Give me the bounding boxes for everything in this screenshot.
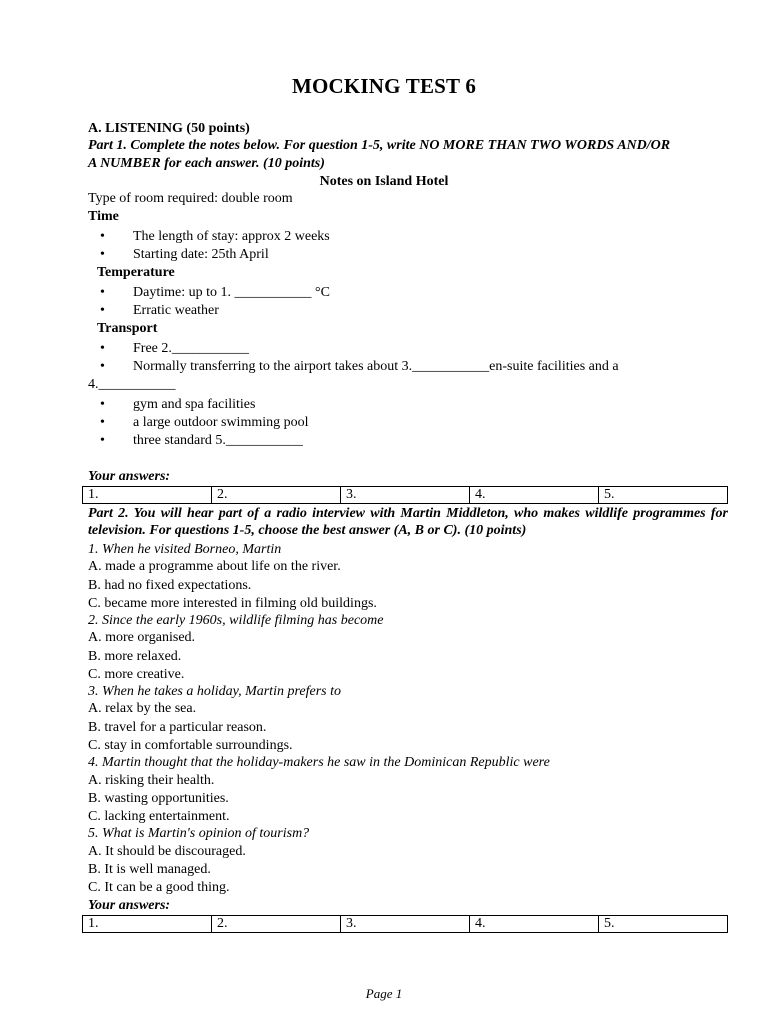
question: 1. When he visited Borneo, Martin <box>88 542 282 557</box>
option-a: A. made a programme about life on the river. <box>88 559 341 574</box>
option-c: C. lacking entertainment. <box>88 809 230 824</box>
option-b: B. wasting opportunities. <box>88 791 229 806</box>
note-item: Free 2.___________ <box>133 341 249 356</box>
answers-label: Your answers: <box>88 469 171 484</box>
note-item: Erratic weather <box>133 303 219 318</box>
answer-cell[interactable]: 4. <box>470 487 599 504</box>
option-c: C. stay in comfortable surroundings. <box>88 738 293 753</box>
option-a: A. It should be discouraged. <box>88 844 246 859</box>
option-b: B. more relaxed. <box>88 649 182 664</box>
answer-cell[interactable]: 3. <box>341 487 470 504</box>
notes-title: Notes on Island Hotel <box>319 174 449 189</box>
note-item: a large outdoor swimming pool <box>133 415 309 430</box>
question: 2. Since the early 1960s, wildlife filming has become <box>88 613 384 628</box>
option-a: A. more organised. <box>88 630 196 645</box>
time-heading: Time <box>88 209 119 224</box>
answer-cell[interactable]: 4. <box>470 916 599 933</box>
answer-cell[interactable]: 3. <box>341 916 470 933</box>
answer-table <box>82 486 728 504</box>
note-item: Daytime: up to 1. ___________ °C <box>133 285 330 300</box>
note-continuation: 4.___________ <box>88 377 176 392</box>
question: 5. What is Martin's opinion of tourism? <box>88 826 310 841</box>
bullet-icon: • <box>100 341 105 356</box>
bullet-icon: • <box>100 415 105 430</box>
note-item: three standard 5.___________ <box>133 433 303 448</box>
bullet-icon: • <box>100 433 105 448</box>
question: 3. When he takes a holiday, Martin prefers to <box>88 684 341 699</box>
note-item: The length of stay: approx 2 weeks <box>133 229 330 244</box>
room-type-note: Type of room required: double room <box>88 191 293 206</box>
bullet-icon: • <box>100 229 105 244</box>
transport-heading: Transport <box>97 321 158 336</box>
option-c: C. became more interested in filming old buildings. <box>88 596 377 611</box>
answer-cell[interactable]: 2. <box>212 916 341 933</box>
option-b: B. It is well managed. <box>88 862 211 877</box>
question: 4. Martin thought that the holiday-makers he saw in the Dominican Republic were <box>88 755 550 770</box>
temperature-heading: Temperature <box>97 265 175 280</box>
page-number: Page 1 <box>365 986 403 1001</box>
option-b: B. travel for a particular reason. <box>88 720 267 735</box>
bullet-icon: • <box>100 359 105 374</box>
note-item: gym and spa facilities <box>133 397 256 412</box>
option-a: A. risking their health. <box>88 773 215 788</box>
bullet-icon: • <box>100 303 105 318</box>
bullet-icon: • <box>100 285 105 300</box>
option-c: C. more creative. <box>88 667 185 682</box>
answer-cell[interactable]: 1. <box>83 487 212 504</box>
section-heading: A. LISTENING (50 points) <box>88 121 250 136</box>
answer-cell[interactable]: 1. <box>83 916 212 933</box>
answers-label: Your answers: <box>88 898 171 913</box>
option-a: A. relax by the sea. <box>88 701 197 716</box>
bullet-icon: • <box>100 247 105 262</box>
part1-instruction-line2: A NUMBER for each answer. (10 points) <box>88 156 325 171</box>
part1-instruction-line1: Part 1. Complete the notes below. For question 1-5, write NO MORE THAN TWO WORDS AND/OR <box>88 138 671 153</box>
note-item: Normally transferring to the airport takes about 3.___________en-suite facilities and a <box>133 359 619 374</box>
page-title: MOCKING TEST 6 <box>291 74 477 98</box>
part2-instruction: Part 2. You will hear part of a radio interview with Martin Middleton, who makes wildlife programmes for television. For questions 1-5, choose the best answer (A, B or C). (10 points) <box>88 506 728 538</box>
answer-table <box>82 915 728 933</box>
answer-cell[interactable]: 5. <box>599 487 728 504</box>
answer-cell[interactable]: 2. <box>212 487 341 504</box>
bullet-icon: • <box>100 397 105 412</box>
note-item: Starting date: 25th April <box>133 247 269 262</box>
answer-cell[interactable]: 5. <box>599 916 728 933</box>
option-b: B. had no fixed expectations. <box>88 578 252 593</box>
option-c: C. It can be a good thing. <box>88 880 230 895</box>
